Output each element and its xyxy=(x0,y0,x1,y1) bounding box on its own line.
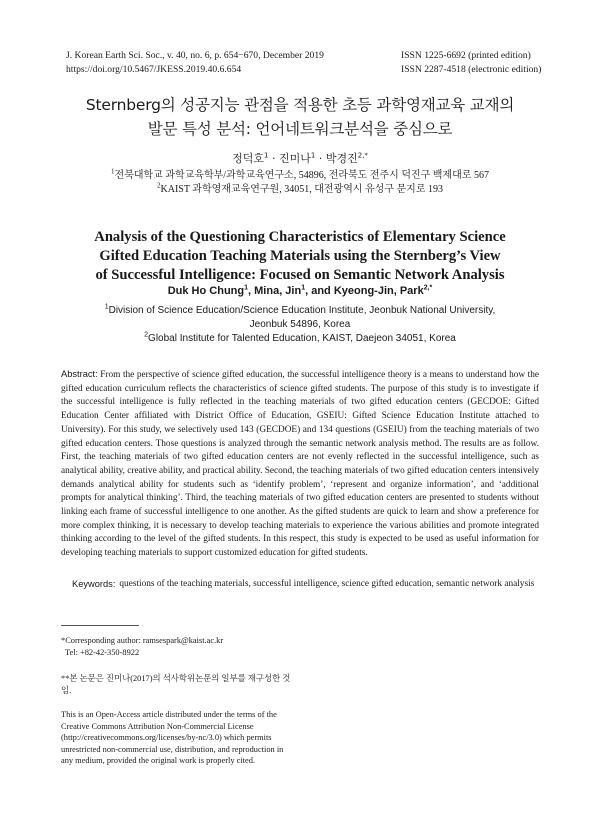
korean-title xyxy=(40,93,560,141)
keywords-label: Keywords: xyxy=(72,579,116,589)
korean-affiliation-2: $^2$KAIST 과학영재교육연구원, 34051, 대전광역시 유성구 문지로 193 xyxy=(157,181,443,195)
english-title-line-2: Gifted Education Teaching Materials using the Sternberg’s View xyxy=(99,248,501,264)
abstract xyxy=(61,368,539,561)
korean-author-2: 진미나$^1$ · xyxy=(278,151,326,165)
korean-author-3: 박경진$^{2,*}$ xyxy=(325,151,368,165)
footnote-divider xyxy=(61,625,139,626)
english-affiliation-2: $^2$Global Institute for Talented Education, KAIST, Daejeon 34051, Korea xyxy=(144,331,456,344)
doi-link[interactable]: https://doi.org/10.5467/JKESS.2019.40.6.654 xyxy=(66,64,242,75)
english-affiliation-1: $^1$Division of Science Education/Science Education Institute, Jeonbuk National University, Jeonbuk 54896, Korea xyxy=(104,303,496,330)
korean-title-line-1: Sternberg의 성공지능 관점을 적용한 초등 과학영재교육 교재의 xyxy=(85,96,515,114)
korean-title-line-2: 발문 특성 분석: 언어네트워크분석을 중심으로 xyxy=(147,120,453,138)
keywords xyxy=(72,578,538,592)
license-footnote: This is an Open-Access article distributed under the terms of the Creative Commons Attribution Non-Commercial License (http://creativecommons.org/licenses/by-nc/3.0) which permits unrestricted non-commercial use, distribution, and reproduction in any medium, provided the original work is properly cited. xyxy=(61,710,284,765)
abstract-label: Abstract: xyxy=(61,369,98,379)
english-author-2: Mina, Jin$^1$, and xyxy=(254,284,334,297)
running-header-right xyxy=(401,49,541,77)
journal-citation: J. Korean Earth Sci. Soc., v. 40, no. 6, p. 654−670, December 2019 xyxy=(66,50,324,61)
issn-print: ISSN 1225-6692 (printed edition) xyxy=(401,50,531,61)
abstract-text: From the perspective of science gifted education, the successful intelligence theory is a means to understand how the gifted education curriculum reflects the characteristics of science gifted students. The purpose of this study is to investigate if the successful intelligence is fully reflected in the teaching materials of two gifted education centers (GECDOE: Gifted Education Center affiliated with District Office of Education, GSEIU: Gifted Science Education Institute attached to University). For this study, we selectively used 143 (GECDOE) and 134 questions (GSEIU) from the teaching materials of two gifted education centers. Those questions is analyzed through the semantic network analysis method. The results are as follow. First, the teaching materials of two gifted education centers are not evenly reflected in the successful intelligence, such as analytical ability, creative ability, and practical ability. Second, the teaching materials of two gifted education centers intensively demands analytical ability for students such as ‘identify problem’, ‘represent and organize information’, and ‘additional prompts for analytical thinking’. Third, the teaching materials of two gifted education centers are presented to students without linking each frame of successful intelligence to one another. As the gifted students are quick to learn and show a preference for more complex thinking, it is necessary to develop teaching materials to experience the various abilities and promote integrated thinking according to the level of the gifted students. In this respect, this study is expected to be used as useful information for developing teaching materials to support customized education for gifted students. xyxy=(61,370,539,559)
english-title-line-1: Analysis of the Questioning Characteristics of Elementary Science xyxy=(94,229,506,245)
english-title-line-3: of Successful Intelligence: Focused on Semantic Network Analysis xyxy=(95,267,505,283)
corresponding-author-footnote: *Corresponding author: ramsespark@kaist.ac.kr Tel: +82-42-350-8922 xyxy=(61,636,224,657)
thesis-footnote: **본 논문은 진미나(2017)의 석사학위논문의 일부를 재구성한 것임. xyxy=(61,674,291,695)
english-authors xyxy=(0,285,600,297)
running-header-left xyxy=(66,49,324,77)
english-title xyxy=(40,228,560,285)
korean-affiliation-1: $^1$전북대학교 과학교육학부/과학교육연구소, 54896, 전라북도 전주시 덕진구 백제대로 567 xyxy=(111,167,489,181)
korean-author-1: 정덕호$^1$ · xyxy=(232,151,279,165)
english-author-3: Kyeong-Jin, Park$^{2,*}$ xyxy=(333,284,433,297)
english-author-1: Duk Ho Chung$^1$, xyxy=(167,284,255,297)
keywords-text: questions of the teaching materials, successful intelligence, science gifted education, semantic network analysis xyxy=(119,579,535,589)
issn-electronic: ISSN 2287-4518 (electronic edition) xyxy=(401,64,542,75)
korean-authors xyxy=(0,150,600,166)
